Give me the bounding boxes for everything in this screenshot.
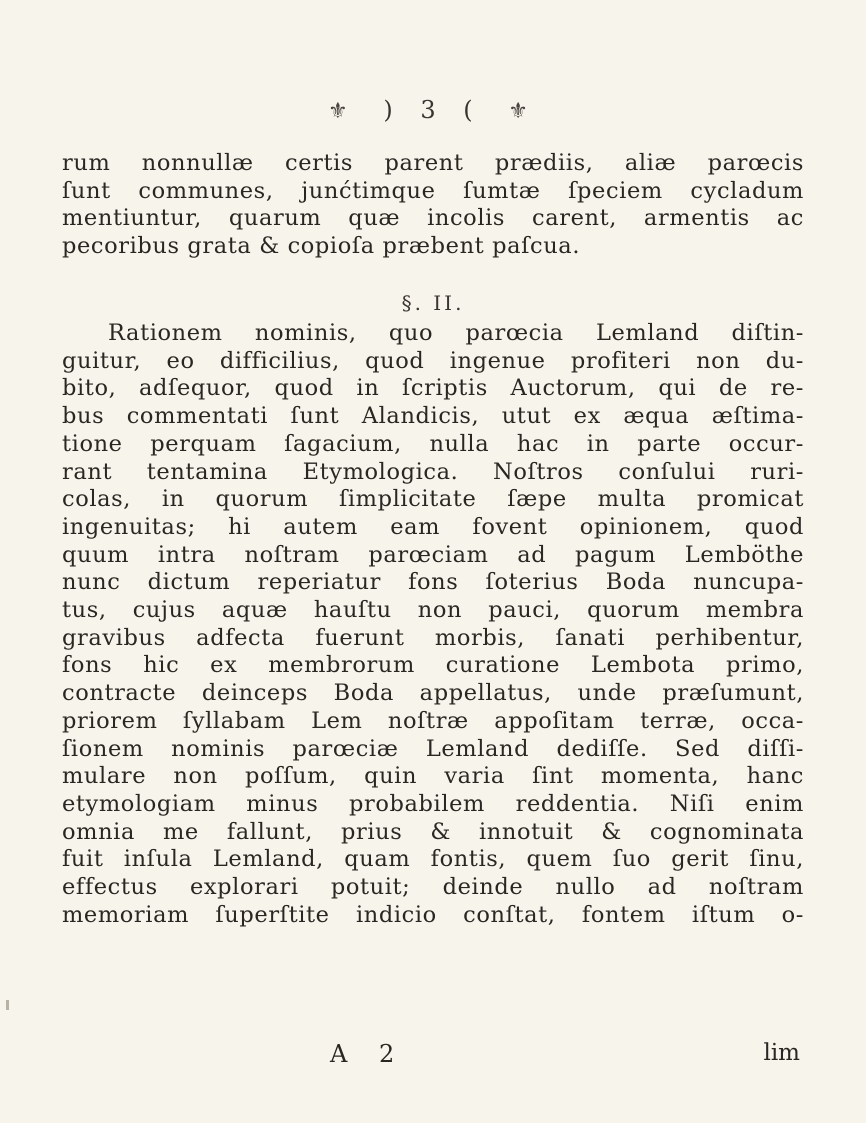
text-line: memoriam ſuperſtite indicio conſtat, fontem iſtum o-: [62, 901, 804, 928]
text-line: ſunt communes, junćtimque ſumtæ ſpeciem cycladum: [62, 177, 804, 204]
text-line: colas, in quorum ſimplicitate ſæpe multa promicat: [62, 486, 804, 513]
text-line: bus commentati ſunt Alandicis, utut ex æqua æſtima-: [62, 403, 804, 430]
fleuron-right-icon: ⚜: [508, 99, 538, 124]
section-heading: §. II.: [401, 291, 465, 315]
margin-blemish: [6, 1000, 9, 1010]
text-line: ſionem nominis parœciæ Lemland dediſſe. Sed diſſi-: [62, 735, 804, 762]
text-line: tione perquam ſagacium, nulla hac in parte occur-: [62, 430, 804, 457]
text-line: contracte deinceps Boda appellatus, unde præſumunt,: [62, 680, 804, 707]
text-line: mentiuntur, quarum quæ incolis carent, armentis ac: [62, 205, 804, 232]
text-line: bito, adſequor, quod in ſcriptis Auctorum, qui de re-: [62, 375, 804, 402]
text-line: priorem ſyllabam Lem noſtræ appoſitam terræ, occa-: [62, 707, 804, 734]
text-line: Rationem nominis, quo parœcia Lemland diſtin-: [108, 320, 804, 346]
text-line: etymologiam minus probabilem reddentia. Niſi enim: [62, 790, 804, 817]
text-line: guitur, eo difficilius, quod ingenue profiteri non du-: [62, 347, 804, 374]
text-line: omnia me fallunt, prius & innotuit & cognominata: [62, 818, 804, 845]
text-line: effectus explorari potuit; deinde nullo ad noſtram: [62, 874, 804, 901]
text-line: fons hic ex membrorum curatione Lembota primo,: [62, 652, 804, 679]
text-line: quum intra noſtram parœciam ad pagum Lemböthe: [62, 541, 804, 568]
text-line: tus, cujus aquæ hauſtu non pauci, quorum membra: [62, 597, 804, 624]
page-footer: [0, 1040, 866, 1074]
fleuron-left-icon: ⚜: [327, 99, 358, 124]
text-line: fuit inſula Lemland, quam fontis, quem ſuo gerit ſinu,: [62, 846, 804, 873]
text-line: rum nonnullæ certis parent prædiis, aliæ parœcis: [62, 150, 804, 176]
text-line: nunc dictum reperiatur fons ſoterius Boda nuncupa-: [62, 569, 804, 596]
text-line: mulare non poſſum, quin varia ſint momenta, hanc: [62, 763, 804, 790]
paragraph-continuation: [62, 150, 804, 261]
text-line: pecoribus grata & copioſa præbent paſcua.: [62, 233, 581, 260]
paragraph-main: [62, 320, 804, 929]
text-line: gravibus adfecta fuerunt morbis, ſanati perhibentur,: [62, 624, 804, 651]
text-line: rant tentamina Etymologica. Noſtros conſului ruri-: [62, 458, 804, 485]
page-number: ) 3 (: [383, 96, 483, 124]
running-header: [0, 96, 866, 124]
catchword: lim: [763, 1040, 800, 1066]
signature-mark: A 2: [330, 1040, 407, 1068]
text-line: ingenuitas; hi autem eam fovent opinionem, quod: [62, 513, 804, 540]
